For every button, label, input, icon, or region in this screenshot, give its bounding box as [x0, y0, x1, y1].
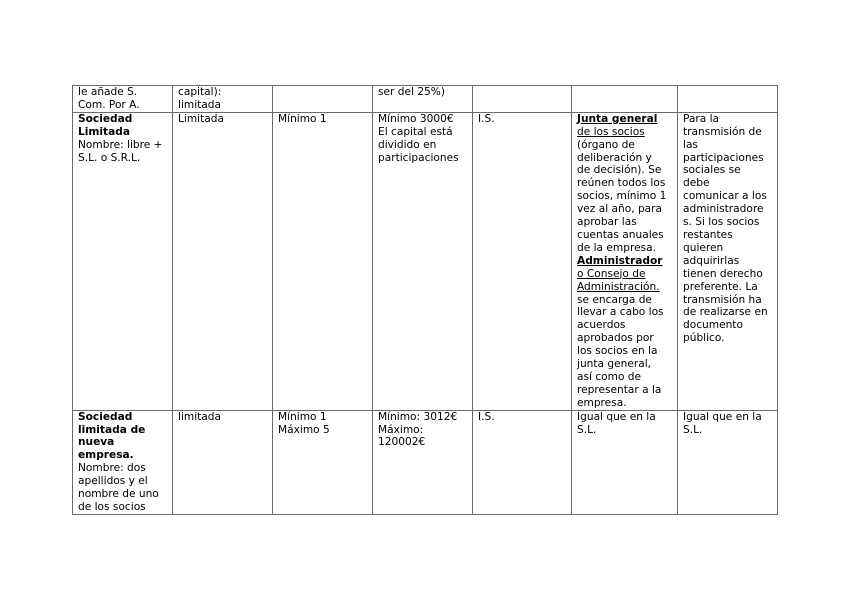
text-line: de la empresa.	[577, 241, 656, 254]
cell-partners	[273, 112, 373, 410]
text-line: limitada	[178, 410, 222, 423]
text-line: Nombre: dos	[78, 462, 146, 475]
text-line: administradore	[683, 203, 764, 216]
text-line: aprobados por	[577, 332, 654, 345]
table-row-sociedad-limitada-nueva-empresa	[73, 410, 778, 514]
cell-liability	[173, 112, 273, 410]
text-line: acuerdos	[577, 319, 626, 332]
text-line: empresa.	[78, 449, 134, 462]
text-line: Sociedad	[78, 410, 133, 423]
cell-liability	[173, 86, 273, 113]
text-line: le añade S.	[78, 86, 138, 98]
text-line: Mínimo 1	[278, 410, 327, 423]
text-line: S.L. o S.R.L.	[78, 151, 141, 164]
text-line: las	[683, 138, 698, 151]
junta-general-subheading: de los socios	[577, 125, 645, 138]
text-line: nueva	[78, 436, 115, 449]
company-type-title	[78, 411, 168, 463]
text-line: empresa.	[577, 396, 627, 409]
company-name-rule	[78, 139, 168, 165]
cell-capital	[373, 410, 473, 514]
text-line: Com. Por A.	[78, 98, 140, 111]
cell-bodies	[572, 86, 678, 113]
text-line: de realizarse en	[683, 306, 768, 319]
company-type-title	[78, 113, 168, 139]
text-line: dividido en	[378, 138, 437, 151]
cell-transfer	[678, 86, 778, 113]
text-line: El capital está	[378, 125, 453, 138]
text-line: Limitada	[78, 125, 130, 138]
text-line: limitada	[178, 98, 222, 111]
text-line: limitada de	[78, 423, 146, 436]
cell-name	[73, 112, 173, 410]
table-row-sociedad-limitada	[73, 112, 778, 410]
text-line: Igual que en la	[577, 410, 656, 423]
administrador-description	[577, 294, 673, 410]
company-name-rule	[78, 462, 168, 514]
cell-liability	[173, 410, 273, 514]
text-line: Limitada	[178, 112, 224, 125]
text-line: S.L.	[683, 423, 703, 436]
cell-bodies	[572, 112, 678, 410]
text-line: Administración.	[577, 280, 660, 293]
cell-name	[73, 86, 173, 113]
text-line: los socios en la	[577, 345, 658, 358]
cell-tax	[473, 86, 572, 113]
text-line: público.	[683, 332, 725, 345]
text-line: participaciones	[683, 151, 764, 164]
text-line: reúnen todos los	[577, 177, 666, 190]
text-line: representar a la	[577, 383, 662, 396]
cell-name	[73, 410, 173, 514]
text-line: deliberación y	[577, 151, 652, 164]
text-line: quieren	[683, 241, 724, 254]
cell-partners	[273, 410, 373, 514]
text-line: restantes	[683, 228, 733, 241]
text-line: adquirirlas	[683, 254, 740, 267]
text-line: (órgano de	[577, 138, 635, 151]
cell-tax	[473, 112, 572, 410]
text-line: I.S.	[478, 410, 495, 423]
text-line: Máximo 5	[278, 423, 330, 436]
text-line: Igual que en la	[683, 410, 762, 423]
text-line: Mínimo 3000€	[378, 112, 454, 125]
cell-capital	[373, 112, 473, 410]
company-types-table	[72, 85, 778, 515]
text-line: así como de	[577, 370, 642, 383]
junta-general-heading: Junta general	[577, 112, 658, 125]
text-line: llevar a cabo los	[577, 306, 664, 319]
text-line: 120002€	[378, 436, 426, 449]
text-line: socios, mínimo 1	[577, 190, 667, 203]
text-line: cuentas anuales	[577, 228, 664, 241]
text-line: junta general,	[577, 358, 652, 371]
text-line: transmisión ha	[683, 293, 762, 306]
text-line: documento	[683, 319, 743, 332]
text-line: Mínimo: 3012€	[378, 410, 458, 423]
cell-transfer	[678, 112, 778, 410]
junta-general-description	[577, 139, 673, 255]
text-line: preferente. La	[683, 280, 758, 293]
text-line: Para la	[683, 112, 720, 125]
cell-bodies	[572, 410, 678, 514]
text-line: se encarga de	[577, 293, 652, 306]
table-row-continued	[73, 86, 778, 113]
cell-transfer	[678, 410, 778, 514]
text-line: Máximo:	[378, 423, 424, 436]
text-line: transmisión de	[683, 125, 762, 138]
text-line: sociales se	[683, 164, 741, 177]
text-line: s. Si los socios	[683, 216, 760, 229]
text-line: comunicar a los	[683, 190, 767, 203]
text-line: tienen derecho	[683, 267, 763, 280]
text-line: de decisión). Se	[577, 164, 662, 177]
text-line: capital):	[178, 86, 222, 98]
cell-capital	[373, 86, 473, 113]
text-line: nombre de uno	[78, 488, 159, 501]
text-line: participaciones	[378, 151, 459, 164]
text-line: Mínimo 1	[278, 112, 327, 125]
text-line: debe	[683, 177, 710, 190]
administrador-heading: Administrador	[577, 254, 663, 267]
text-line: o Consejo de	[577, 267, 646, 280]
text-line: de los socios	[78, 501, 146, 513]
text-line: apellidos y el	[78, 475, 148, 488]
text-line: aprobar las	[577, 216, 637, 229]
text-line: S.L.	[577, 423, 597, 436]
text-line: Sociedad	[78, 112, 133, 125]
administrador-subheading	[577, 268, 673, 294]
text-line: ser del 25%)	[378, 86, 445, 98]
text-line: I.S.	[478, 112, 495, 125]
text-line: vez al año, para	[577, 203, 663, 216]
cell-partners	[273, 86, 373, 113]
cell-tax	[473, 410, 572, 514]
text-line: Nombre: libre +	[78, 138, 163, 151]
